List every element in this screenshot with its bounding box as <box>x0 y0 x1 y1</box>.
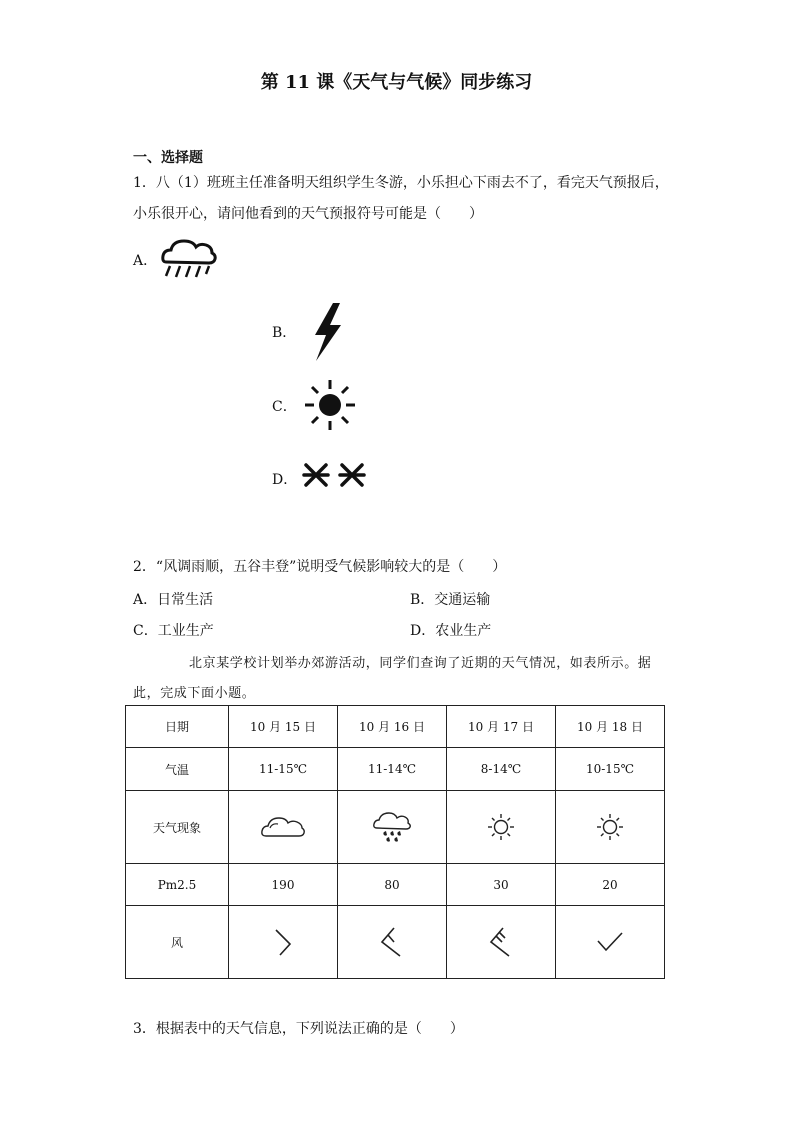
lightning-icon <box>311 303 345 361</box>
q1-option-b-label: B． <box>272 325 297 341</box>
weather-cell <box>229 791 338 864</box>
rain-cloud-icon <box>160 236 218 280</box>
q2-option-c: C．工业生产 <box>133 623 214 639</box>
wind-barb-2-icon <box>376 925 408 959</box>
temp-cell: 10-15℃ <box>556 748 665 791</box>
snow-icon <box>302 461 368 489</box>
sun-icon <box>595 812 625 842</box>
wind-barb-1-icon <box>268 925 298 959</box>
q1-stem-line1: 1．八（1）班班主任准备明天组织学生冬游，小乐担心下雨去不了，看完天气预报后， <box>133 175 669 191</box>
q2-option-b: B．交通运输 <box>410 592 491 608</box>
row-label-wind: 风 <box>126 906 229 979</box>
temp-cell: 11-15℃ <box>229 748 338 791</box>
rain-cloud-icon <box>372 810 412 844</box>
sun-icon <box>303 378 357 432</box>
table-row <box>126 864 665 906</box>
q1-stem-line2: 小乐很开心，请问他看到的天气预报符号可能是（ ） <box>133 206 483 222</box>
date-cell: 10 月 16 日 <box>338 706 447 748</box>
section-heading: 一、选择题 <box>133 150 203 166</box>
row-label-date: 日期 <box>126 706 229 748</box>
table-row <box>126 906 665 979</box>
q2-option-d: D．农业生产 <box>410 623 492 639</box>
q1-option-c-label: C． <box>272 399 297 415</box>
q2-stem: 2．“风调雨顺，五谷丰登”说明受气候影响较大的是（ ） <box>133 559 507 575</box>
sun-icon <box>486 812 516 842</box>
weather-table <box>125 705 665 979</box>
wind-cell <box>447 906 556 979</box>
pm25-cell: 20 <box>556 864 665 906</box>
date-cell: 10 月 15 日 <box>229 706 338 748</box>
row-label-weather: 天气现象 <box>126 791 229 864</box>
date-cell: 10 月 18 日 <box>556 706 665 748</box>
wind-barb-0-icon <box>594 927 626 957</box>
row-label-temperature: 气温 <box>126 748 229 791</box>
weather-cell <box>556 791 665 864</box>
wind-cell <box>229 906 338 979</box>
pm25-cell: 30 <box>447 864 556 906</box>
temp-cell: 11-14℃ <box>338 748 447 791</box>
weather-cell <box>338 791 447 864</box>
q3-stem: 3．根据表中的天气信息，下列说法正确的是（ ） <box>133 1021 464 1037</box>
wind-cell <box>338 906 447 979</box>
date-cell: 10 月 17 日 <box>447 706 556 748</box>
temp-cell: 8-14℃ <box>447 748 556 791</box>
page-title: 第 11 课《天气与气候》同步练习 <box>260 72 533 93</box>
passage-line1: 北京某学校计划举办郊游活动，同学们查询了近期的天气情况，如表所示。据 <box>189 656 652 671</box>
passage-line2: 此，完成下面小题。 <box>133 686 256 701</box>
weather-cell <box>447 791 556 864</box>
wind-cell <box>556 906 665 979</box>
table-row <box>126 748 665 791</box>
pm25-cell: 190 <box>229 864 338 906</box>
q2-option-a: A．日常生活 <box>133 592 214 608</box>
cloud-icon <box>260 814 306 840</box>
table-row <box>126 791 665 864</box>
q1-option-d-label: D． <box>272 472 298 488</box>
wind-barb-3-icon <box>485 925 517 959</box>
q1-option-a-label: A． <box>133 253 158 269</box>
pm25-cell: 80 <box>338 864 447 906</box>
table-row <box>126 706 665 748</box>
row-label-pm25: Pm2.5 <box>126 864 229 906</box>
